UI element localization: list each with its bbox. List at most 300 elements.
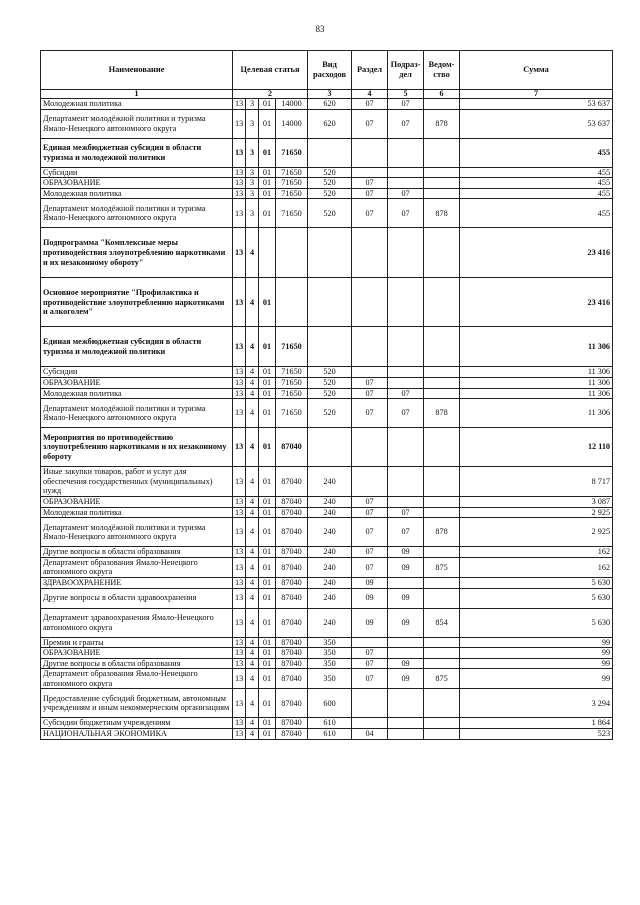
row-name: Департамент молодёжной политики и туризма Ямало-Ненецкого автономного округа xyxy=(41,518,233,547)
target-code-part: 13 xyxy=(233,637,246,648)
section-code: 07 xyxy=(352,547,388,558)
subsection-code: 07 xyxy=(388,399,424,428)
target-code-part: 87040 xyxy=(276,669,308,689)
department-code: 878 xyxy=(424,109,460,138)
section-code xyxy=(352,327,388,367)
section-code: 07 xyxy=(352,648,388,659)
table-row xyxy=(41,367,613,378)
expense-type: 520 xyxy=(308,188,352,199)
target-code-part: 13 xyxy=(233,167,246,178)
table-body xyxy=(41,99,613,740)
target-code-part: 87040 xyxy=(276,637,308,648)
expense-type: 350 xyxy=(308,669,352,689)
target-code-part: 01 xyxy=(259,718,276,729)
table-row xyxy=(41,278,613,327)
column-number: 1 xyxy=(41,90,233,99)
table-row xyxy=(41,669,613,689)
section-code xyxy=(352,718,388,729)
row-amount: 53 637 xyxy=(460,109,613,138)
target-code-part: 01 xyxy=(259,658,276,669)
table-row xyxy=(41,496,613,507)
target-code-part: 13 xyxy=(233,428,246,467)
target-code-part: 87040 xyxy=(276,496,308,507)
row-name: НАЦИОНАЛЬНАЯ ЭКОНОМИКА xyxy=(41,729,233,740)
table-row xyxy=(41,467,613,497)
section-code xyxy=(352,228,388,278)
target-code-part xyxy=(276,228,308,278)
subsection-code xyxy=(388,718,424,729)
target-code-part: 4 xyxy=(246,557,259,577)
row-amount: 12 110 xyxy=(460,428,613,467)
target-code-part: 87040 xyxy=(276,577,308,588)
row-amount: 162 xyxy=(460,557,613,577)
section-code: 09 xyxy=(352,588,388,608)
target-code-part: 01 xyxy=(259,496,276,507)
section-code: 07 xyxy=(352,399,388,428)
row-name: Молодежная политика xyxy=(41,99,233,110)
subsection-code: 09 xyxy=(388,669,424,689)
expense-type: 600 xyxy=(308,689,352,718)
row-name: Предоставление субсидий бюджетным, автономным учреждениям и иным некоммерческим организациям xyxy=(41,689,233,718)
column-number: 3 xyxy=(308,90,352,99)
column-number: 7 xyxy=(460,90,613,99)
row-name: Департамент здравоохранения Ямало-Ненецкого автономного округа xyxy=(41,608,233,637)
target-code-part: 4 xyxy=(246,729,259,740)
expense-type: 350 xyxy=(308,648,352,659)
row-amount: 23 416 xyxy=(460,228,613,278)
row-name: Департамент молодёжной политики и туризма Ямало-Ненецкого автономного округа xyxy=(41,109,233,138)
target-code-part: 01 xyxy=(259,188,276,199)
department-code xyxy=(424,507,460,518)
header-section: Раздел xyxy=(352,51,388,90)
target-code-part: 13 xyxy=(233,669,246,689)
subsection-code: 07 xyxy=(388,388,424,399)
target-code-part: 01 xyxy=(259,99,276,110)
target-code-part: 13 xyxy=(233,729,246,740)
column-number-row xyxy=(41,90,613,99)
target-code-part: 01 xyxy=(259,729,276,740)
table-row xyxy=(41,167,613,178)
target-code-part: 71650 xyxy=(276,138,308,167)
department-code xyxy=(424,99,460,110)
department-code xyxy=(424,278,460,327)
section-code xyxy=(352,167,388,178)
section-code: 07 xyxy=(352,109,388,138)
target-code-part: 01 xyxy=(259,199,276,228)
row-amount: 23 416 xyxy=(460,278,613,327)
target-code-part: 01 xyxy=(259,109,276,138)
subsection-code xyxy=(388,377,424,388)
row-amount: 455 xyxy=(460,199,613,228)
target-code-part: 01 xyxy=(259,518,276,547)
expense-type: 350 xyxy=(308,637,352,648)
target-code-part: 4 xyxy=(246,327,259,367)
section-code xyxy=(352,278,388,327)
table-row xyxy=(41,608,613,637)
section-code: 07 xyxy=(352,557,388,577)
target-code-part: 71650 xyxy=(276,327,308,367)
target-code-part: 01 xyxy=(259,608,276,637)
target-code-part: 4 xyxy=(246,608,259,637)
target-code-part: 4 xyxy=(246,689,259,718)
subsection-code: 07 xyxy=(388,518,424,547)
target-code-part: 14000 xyxy=(276,99,308,110)
section-code xyxy=(352,367,388,378)
column-number: 2 xyxy=(233,90,308,99)
department-code xyxy=(424,577,460,588)
section-code: 07 xyxy=(352,518,388,547)
expense-type xyxy=(308,278,352,327)
table-row xyxy=(41,377,613,388)
section-code: 07 xyxy=(352,99,388,110)
target-code-part: 13 xyxy=(233,467,246,497)
subsection-code xyxy=(388,496,424,507)
subsection-code xyxy=(388,428,424,467)
target-code-part: 13 xyxy=(233,689,246,718)
row-name: Премии и гранты xyxy=(41,637,233,648)
expense-type: 240 xyxy=(308,547,352,558)
target-code-part: 01 xyxy=(259,637,276,648)
target-code-part: 87040 xyxy=(276,658,308,669)
expense-type: 240 xyxy=(308,496,352,507)
section-code: 07 xyxy=(352,658,388,669)
row-amount: 8 717 xyxy=(460,467,613,497)
department-code xyxy=(424,167,460,178)
target-code-part: 13 xyxy=(233,608,246,637)
row-amount: 3 087 xyxy=(460,496,613,507)
target-code-part: 13 xyxy=(233,377,246,388)
row-name: Департамент молодёжной политики и туризма Ямало-Ненецкого автономного округа xyxy=(41,199,233,228)
target-code-part: 87040 xyxy=(276,507,308,518)
target-code-part: 4 xyxy=(246,377,259,388)
target-code-part: 71650 xyxy=(276,388,308,399)
target-code-part: 4 xyxy=(246,637,259,648)
row-amount: 5 630 xyxy=(460,588,613,608)
target-code-part: 13 xyxy=(233,178,246,189)
expense-type: 520 xyxy=(308,399,352,428)
department-code: 875 xyxy=(424,669,460,689)
department-code xyxy=(424,327,460,367)
expense-type: 240 xyxy=(308,588,352,608)
department-code xyxy=(424,428,460,467)
target-code-part xyxy=(276,278,308,327)
section-code: 07 xyxy=(352,388,388,399)
row-name: Молодежная политика xyxy=(41,507,233,518)
header-dept: Ведом-ство xyxy=(424,51,460,90)
budget-table xyxy=(40,50,613,740)
target-code-part: 13 xyxy=(233,577,246,588)
target-code-part: 3 xyxy=(246,109,259,138)
target-code-part: 01 xyxy=(259,138,276,167)
table-row xyxy=(41,327,613,367)
target-code-part: 87040 xyxy=(276,729,308,740)
subsection-code: 09 xyxy=(388,658,424,669)
expense-type: 240 xyxy=(308,577,352,588)
department-code xyxy=(424,637,460,648)
target-code-part: 13 xyxy=(233,507,246,518)
row-amount: 455 xyxy=(460,188,613,199)
target-code-part: 01 xyxy=(259,689,276,718)
department-code xyxy=(424,718,460,729)
target-code-part: 3 xyxy=(246,188,259,199)
row-amount: 11 306 xyxy=(460,388,613,399)
row-amount: 1 864 xyxy=(460,718,613,729)
section-code xyxy=(352,637,388,648)
section-code xyxy=(352,428,388,467)
row-name: Субсидии бюджетным учреждениям xyxy=(41,718,233,729)
subsection-code xyxy=(388,367,424,378)
row-name: ОБРАЗОВАНИЕ xyxy=(41,178,233,189)
expense-type: 350 xyxy=(308,658,352,669)
table-row xyxy=(41,188,613,199)
expense-type: 520 xyxy=(308,199,352,228)
department-code: 854 xyxy=(424,608,460,637)
target-code-part: 87040 xyxy=(276,689,308,718)
target-code-part: 87040 xyxy=(276,467,308,497)
target-code-part: 01 xyxy=(259,577,276,588)
target-code-part: 13 xyxy=(233,188,246,199)
target-code-part: 01 xyxy=(259,388,276,399)
target-code-part: 01 xyxy=(259,588,276,608)
expense-type: 620 xyxy=(308,99,352,110)
department-code xyxy=(424,658,460,669)
target-code-part: 3 xyxy=(246,178,259,189)
subsection-code xyxy=(388,138,424,167)
department-code xyxy=(424,547,460,558)
target-code-part: 4 xyxy=(246,577,259,588)
target-code-part: 4 xyxy=(246,588,259,608)
row-amount: 455 xyxy=(460,167,613,178)
target-code-part: 4 xyxy=(246,428,259,467)
section-code xyxy=(352,138,388,167)
target-code-part: 13 xyxy=(233,588,246,608)
table-row xyxy=(41,718,613,729)
header-target: Целевая статья xyxy=(233,51,308,90)
section-code: 07 xyxy=(352,377,388,388)
table-row xyxy=(41,518,613,547)
department-code xyxy=(424,377,460,388)
subsection-code: 09 xyxy=(388,588,424,608)
target-code-part: 13 xyxy=(233,399,246,428)
target-code-part: 4 xyxy=(246,718,259,729)
target-code-part: 4 xyxy=(246,228,259,278)
section-code xyxy=(352,689,388,718)
department-code xyxy=(424,689,460,718)
subsection-code: 09 xyxy=(388,547,424,558)
header-subsection: Подраз-дел xyxy=(388,51,424,90)
column-number: 5 xyxy=(388,90,424,99)
row-name: Субсидии xyxy=(41,167,233,178)
target-code-part: 01 xyxy=(259,547,276,558)
row-name: Мероприятия по противодействию злоупотреблению наркотиками и их незаконному обороту xyxy=(41,428,233,467)
target-code-part: 4 xyxy=(246,278,259,327)
row-amount: 99 xyxy=(460,648,613,659)
table-row xyxy=(41,399,613,428)
row-amount: 11 306 xyxy=(460,399,613,428)
subsection-code xyxy=(388,729,424,740)
target-code-part: 4 xyxy=(246,467,259,497)
row-name: ОБРАЗОВАНИЕ xyxy=(41,648,233,659)
department-code xyxy=(424,496,460,507)
target-code-part: 87040 xyxy=(276,518,308,547)
target-code-part: 01 xyxy=(259,399,276,428)
expense-type: 240 xyxy=(308,467,352,497)
expense-type xyxy=(308,138,352,167)
department-code: 878 xyxy=(424,399,460,428)
row-name: Другие вопросы в области образования xyxy=(41,547,233,558)
target-code-part: 4 xyxy=(246,399,259,428)
target-code-part: 87040 xyxy=(276,588,308,608)
expense-type: 610 xyxy=(308,718,352,729)
target-code-part: 4 xyxy=(246,367,259,378)
target-code-part: 01 xyxy=(259,507,276,518)
subsection-code xyxy=(388,228,424,278)
target-code-part: 4 xyxy=(246,547,259,558)
target-code-part: 4 xyxy=(246,518,259,547)
target-code-part: 13 xyxy=(233,327,246,367)
table-row xyxy=(41,658,613,669)
section-code: 07 xyxy=(352,178,388,189)
target-code-part: 13 xyxy=(233,658,246,669)
section-code: 07 xyxy=(352,496,388,507)
subsection-code xyxy=(388,467,424,497)
target-code-part: 4 xyxy=(246,658,259,669)
subsection-code: 09 xyxy=(388,608,424,637)
department-code xyxy=(424,178,460,189)
header-name: Наименование xyxy=(41,51,233,90)
subsection-code: 09 xyxy=(388,557,424,577)
target-code-part: 3 xyxy=(246,138,259,167)
target-code-part: 71650 xyxy=(276,377,308,388)
target-code-part: 4 xyxy=(246,669,259,689)
target-code-part: 87040 xyxy=(276,547,308,558)
row-name: Департамент молодёжной политики и туризма Ямало-Ненецкого автономного округа xyxy=(41,399,233,428)
section-code: 09 xyxy=(352,577,388,588)
expense-type: 520 xyxy=(308,388,352,399)
row-name: Единая межбюджетная субсидия в области туризма и молодежной политики xyxy=(41,138,233,167)
target-code-part: 01 xyxy=(259,428,276,467)
expense-type: 240 xyxy=(308,507,352,518)
expense-type: 520 xyxy=(308,167,352,178)
department-code xyxy=(424,388,460,399)
subsection-code: 07 xyxy=(388,188,424,199)
table-row xyxy=(41,557,613,577)
row-amount: 455 xyxy=(460,138,613,167)
department-code xyxy=(424,367,460,378)
expense-type: 520 xyxy=(308,178,352,189)
subsection-code: 07 xyxy=(388,99,424,110)
expense-type xyxy=(308,327,352,367)
target-code-part: 13 xyxy=(233,518,246,547)
target-code-part: 01 xyxy=(259,467,276,497)
target-code-part: 13 xyxy=(233,388,246,399)
department-code xyxy=(424,228,460,278)
department-code: 878 xyxy=(424,518,460,547)
row-name: Другие вопросы в области образования xyxy=(41,658,233,669)
target-code-part: 3 xyxy=(246,199,259,228)
target-code-part: 71650 xyxy=(276,188,308,199)
row-amount: 523 xyxy=(460,729,613,740)
section-code xyxy=(352,467,388,497)
target-code-part: 87040 xyxy=(276,428,308,467)
target-code-part: 13 xyxy=(233,99,246,110)
table-row xyxy=(41,109,613,138)
target-code-part: 01 xyxy=(259,557,276,577)
row-name: Субсидии xyxy=(41,367,233,378)
target-code-part: 4 xyxy=(246,507,259,518)
section-code: 07 xyxy=(352,188,388,199)
expense-type: 620 xyxy=(308,109,352,138)
row-name: Другие вопросы в области здравоохранения xyxy=(41,588,233,608)
target-code-part: 01 xyxy=(259,167,276,178)
table-row xyxy=(41,729,613,740)
section-code: 09 xyxy=(352,608,388,637)
expense-type: 240 xyxy=(308,608,352,637)
section-code: 04 xyxy=(352,729,388,740)
department-code xyxy=(424,138,460,167)
table-row xyxy=(41,689,613,718)
target-code-part: 01 xyxy=(259,648,276,659)
target-code-part: 3 xyxy=(246,167,259,178)
subsection-code xyxy=(388,689,424,718)
target-code-part: 13 xyxy=(233,648,246,659)
target-code-part: 13 xyxy=(233,557,246,577)
row-amount: 5 630 xyxy=(460,608,613,637)
subsection-code xyxy=(388,278,424,327)
row-amount: 11 306 xyxy=(460,367,613,378)
target-code-part: 87040 xyxy=(276,648,308,659)
department-code xyxy=(424,588,460,608)
table-row xyxy=(41,99,613,110)
target-code-part: 87040 xyxy=(276,718,308,729)
row-name: ЗДРАВООХРАНЕНИЕ xyxy=(41,577,233,588)
row-amount: 2 925 xyxy=(460,518,613,547)
department-code xyxy=(424,188,460,199)
target-code-part: 4 xyxy=(246,388,259,399)
target-code-part: 01 xyxy=(259,669,276,689)
subsection-code: 07 xyxy=(388,199,424,228)
subsection-code: 07 xyxy=(388,507,424,518)
subsection-code xyxy=(388,167,424,178)
table-row xyxy=(41,138,613,167)
table-row xyxy=(41,547,613,558)
table-row xyxy=(41,588,613,608)
subsection-code xyxy=(388,577,424,588)
target-code-part: 71650 xyxy=(276,399,308,428)
department-code xyxy=(424,648,460,659)
expense-type xyxy=(308,428,352,467)
target-code-part xyxy=(259,228,276,278)
target-code-part: 01 xyxy=(259,327,276,367)
row-amount: 5 630 xyxy=(460,577,613,588)
department-code: 875 xyxy=(424,557,460,577)
target-code-part: 4 xyxy=(246,496,259,507)
table-row xyxy=(41,428,613,467)
table-row xyxy=(41,648,613,659)
table-row xyxy=(41,507,613,518)
target-code-part: 71650 xyxy=(276,367,308,378)
target-code-part: 13 xyxy=(233,367,246,378)
target-code-part: 71650 xyxy=(276,199,308,228)
subsection-code xyxy=(388,327,424,367)
expense-type xyxy=(308,228,352,278)
target-code-part: 01 xyxy=(259,278,276,327)
row-name: Подпрограмма "Комплексные меры противодействия злоупотреблению наркотиками и их незаконному обороту" xyxy=(41,228,233,278)
page-number: 83 xyxy=(315,24,325,34)
target-code-part: 13 xyxy=(233,547,246,558)
expense-type: 520 xyxy=(308,377,352,388)
row-amount: 11 306 xyxy=(460,327,613,367)
